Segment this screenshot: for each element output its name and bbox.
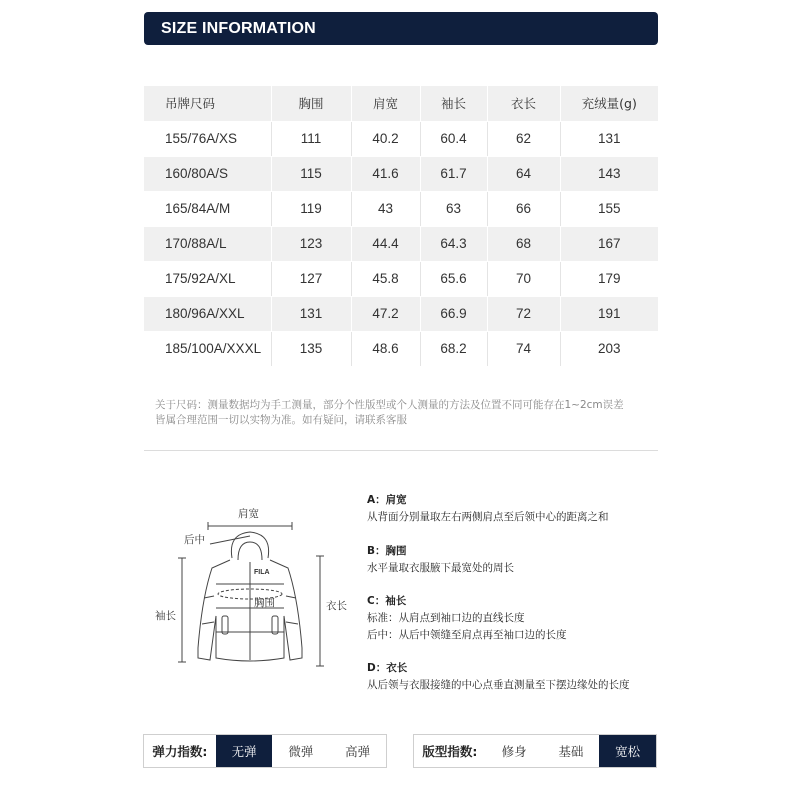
table-row — [144, 226, 658, 261]
value-cell: 191 — [560, 296, 658, 331]
value-cell: 111 — [271, 121, 351, 156]
value-cell: 61.7 — [420, 156, 487, 191]
jacket-illustration — [150, 498, 355, 678]
table-row — [144, 331, 658, 366]
value-cell: 131 — [560, 121, 658, 156]
size-cell: 155/76A/XS — [144, 121, 271, 156]
measurement-text: 后中：从后中领缝至肩点再至袖口边的长度 — [367, 629, 567, 641]
back-center-label: 后中 — [184, 534, 205, 546]
value-cell: 167 — [560, 226, 658, 261]
size-cell: 160/80A/S — [144, 156, 271, 191]
size-cell: 165/84A/M — [144, 191, 271, 226]
note-line: 皆属合理范围一切以实物为准。如有疑问，请联系客服 — [155, 414, 407, 426]
table-header-row — [144, 86, 658, 121]
measurement-d — [367, 660, 667, 694]
fit-index — [413, 734, 657, 768]
sleeve-label: 袖长 — [155, 610, 176, 622]
value-cell: 66.9 — [420, 296, 487, 331]
divider — [144, 450, 658, 451]
value-cell: 44.4 — [351, 226, 420, 261]
value-cell: 65.6 — [420, 261, 487, 296]
column-header: 肩宽 — [351, 86, 420, 121]
size-cell: 185/100A/XXXL — [144, 331, 271, 366]
elasticity-label: 弹力指数: — [152, 744, 208, 759]
size-table — [144, 86, 658, 367]
value-cell: 40.2 — [351, 121, 420, 156]
value-cell: 41.6 — [351, 156, 420, 191]
table-row — [144, 156, 658, 191]
value-cell: 48.6 — [351, 331, 420, 366]
value-cell: 68.2 — [420, 331, 487, 366]
value-cell: 155 — [560, 191, 658, 226]
size-cell: 180/96A/XXL — [144, 296, 271, 331]
column-header: 衣长 — [487, 86, 560, 121]
value-cell: 66 — [487, 191, 560, 226]
chest-label: 胸围 — [254, 597, 275, 609]
measurement-text: 从背面分别量取左右两侧肩点至后领中心的距离之和 — [367, 511, 609, 523]
table-row — [144, 191, 658, 226]
table-row — [144, 261, 658, 296]
value-cell: 45.8 — [351, 261, 420, 296]
measurement-text: 标准：从肩点到袖口边的直线长度 — [367, 612, 525, 624]
measurement-title: D：衣长 — [367, 662, 408, 674]
elasticity-index — [143, 734, 387, 768]
value-cell: 131 — [271, 296, 351, 331]
measurement-title: C：袖长 — [367, 595, 407, 607]
measurement-text: 从后领与衣服接缝的中心点垂直测量至下摆边缘处的长度 — [367, 679, 630, 691]
size-cell: 170/88A/L — [144, 226, 271, 261]
fit-label: 版型指数: — [422, 744, 478, 759]
column-header: 袖长 — [420, 86, 487, 121]
value-cell: 72 — [487, 296, 560, 331]
elasticity-option-none[interactable]: 无弹 — [216, 735, 273, 767]
section-banner — [144, 12, 658, 45]
value-cell: 74 — [487, 331, 560, 366]
measurement-b — [367, 543, 667, 577]
value-cell: 68 — [487, 226, 560, 261]
measurement-title: A：肩宽 — [367, 494, 407, 506]
value-cell: 143 — [560, 156, 658, 191]
value-cell: 70 — [487, 261, 560, 296]
value-cell: 60.4 — [420, 121, 487, 156]
jacket-diagram — [150, 498, 355, 678]
value-cell: 179 — [560, 261, 658, 296]
column-header: 吊牌尺码 — [144, 86, 271, 121]
fila-logo: FILA — [254, 569, 270, 576]
measurement-c — [367, 593, 667, 644]
measurement-a — [367, 492, 667, 526]
value-cell: 63 — [420, 191, 487, 226]
value-cell: 47.2 — [351, 296, 420, 331]
value-cell: 115 — [271, 156, 351, 191]
measurement-title: B：胸围 — [367, 545, 407, 557]
value-cell: 119 — [271, 191, 351, 226]
value-cell: 203 — [560, 331, 658, 366]
fit-option-slim[interactable]: 修身 — [501, 744, 527, 759]
elasticity-option-slight[interactable]: 微弹 — [288, 744, 314, 759]
value-cell: 43 — [351, 191, 420, 226]
elasticity-option-high[interactable]: 高弹 — [345, 744, 371, 759]
length-label: 衣长 — [326, 600, 347, 612]
section-title: SIZE INFORMATION — [161, 20, 316, 37]
table-row — [144, 296, 658, 331]
value-cell: 64 — [487, 156, 560, 191]
fit-option-loose[interactable]: 宽松 — [599, 735, 656, 767]
value-cell: 135 — [271, 331, 351, 366]
table-row — [144, 121, 658, 156]
size-note — [155, 398, 660, 428]
value-cell: 127 — [271, 261, 351, 296]
value-cell: 64.3 — [420, 226, 487, 261]
value-cell: 62 — [487, 121, 560, 156]
note-line: 关于尺码：测量数据均为手工测量，部分个性版型或个人测量的方法及位置不同可能存在1~2cm误差 — [155, 399, 624, 411]
column-header: 胸围 — [271, 86, 351, 121]
size-cell: 175/92A/XL — [144, 261, 271, 296]
column-header: 充绒量(g) — [560, 86, 658, 121]
shoulder-label: 肩宽 — [238, 508, 259, 520]
fit-option-regular[interactable]: 基础 — [558, 744, 584, 759]
measurement-text: 水平量取衣服腋下最宽处的周长 — [367, 562, 514, 574]
value-cell: 123 — [271, 226, 351, 261]
